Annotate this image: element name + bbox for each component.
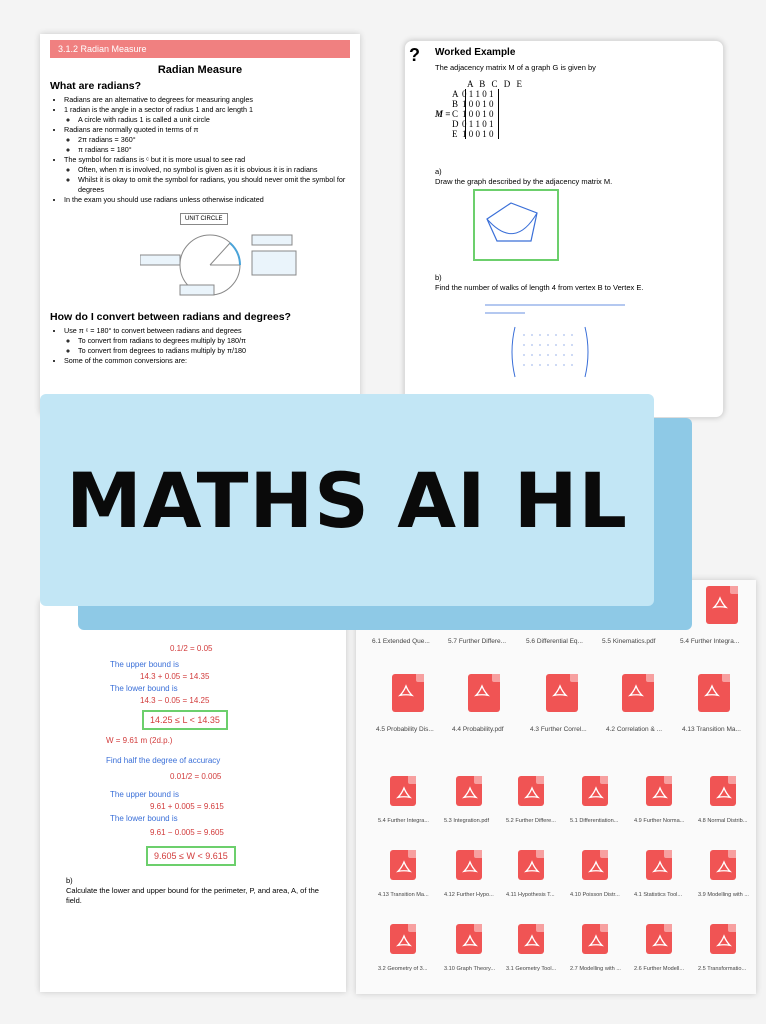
bullet: • In the exam you should use radians unless otherwise indicated: [64, 195, 360, 205]
pdf-file-icon[interactable]: [710, 924, 736, 954]
matrix-row: C 1 0 0 1 0: [452, 109, 494, 119]
pdf-file-icon[interactable]: [390, 776, 416, 806]
worked-example-card: [404, 40, 724, 418]
pdf-file-icon[interactable]: [582, 850, 608, 880]
pdf-file-name[interactable]: 5.5 Kinematics.pdf: [602, 638, 656, 645]
matrix-row: A 0 1 1 0 1: [452, 89, 494, 99]
part-b-label: b): [66, 876, 73, 885]
sub-bullet: ◦ Whilst it is okay to omit the symbol for radians, you should never omit the symbol for degrees: [78, 175, 360, 195]
radian-measure-page: [40, 34, 360, 414]
graph-diagram: [473, 189, 559, 261]
pdf-file-icon[interactable]: [710, 850, 736, 880]
pdf-file-name[interactable]: 3.10 Graph Theory...: [444, 966, 496, 972]
pdf-file-name[interactable]: 5.7 Further Differe...: [448, 638, 507, 645]
bullet: • 1 radian is the angle in a sector of radius 1 and arc length 1: [64, 105, 360, 115]
heading-what-are-radians: What are radians?: [50, 80, 142, 92]
pdf-file-name[interactable]: 4.4 Probability.pdf: [452, 726, 504, 733]
part-b-text: Calculate the lower and upper bound for the perimeter, P, and area, A, of the field.: [66, 886, 319, 905]
convert-bullets: [40, 326, 360, 366]
pdf-file-icon[interactable]: [456, 924, 482, 954]
pdf-file-name[interactable]: 6.1 Extended Que...: [372, 638, 430, 645]
sub-bullet: ◦ π radians = 180°: [78, 145, 360, 155]
sub-bullet: ◦ To convert from radians to degrees multiply by 180/π: [78, 336, 360, 346]
hw-line: W = 9.61 m (2d.p.): [106, 736, 173, 745]
title-banner: [40, 394, 654, 606]
pdf-file-icon[interactable]: [582, 776, 608, 806]
bullet: • The symbol for radians is ᶜ but it is more usual to see rad: [64, 155, 360, 165]
pdf-file-icon[interactable]: [518, 850, 544, 880]
hw-line: The lower bound is: [110, 814, 178, 823]
pdf-file-grid: [356, 580, 756, 994]
pdf-file-name[interactable]: 4.10 Poisson Distr...: [570, 892, 620, 898]
worked-example-intro: The adjacency matrix M of a graph G is given by: [435, 63, 596, 72]
pdf-file-name[interactable]: 2.7 Modelling with ...: [570, 966, 621, 972]
pdf-file-icon[interactable]: [518, 776, 544, 806]
sub-bullet: ◦ A circle with radius 1 is called a unit circle: [78, 115, 360, 125]
pdf-file-icon[interactable]: [646, 924, 672, 954]
bullet: • Radians are normally quoted in terms of π: [64, 125, 360, 135]
hw-line: 9.61 − 0.005 = 9.605: [150, 828, 224, 837]
pdf-file-name[interactable]: 5.4 Further Integra...: [378, 818, 429, 824]
matrix-row: B 1 0 0 1 0: [452, 99, 494, 109]
hw-line: The upper bound is: [110, 790, 179, 799]
pdf-file-icon[interactable]: [456, 850, 482, 880]
matrix-row: E 1 0 0 1 0: [452, 129, 494, 139]
pdf-file-icon[interactable]: [622, 674, 654, 712]
pdf-file-name[interactable]: 3.9 Modelling with ...: [698, 892, 749, 898]
diagram-label: UNIT CIRCLE: [180, 213, 228, 225]
pdf-file-name[interactable]: 4.2 Correlation & ...: [606, 726, 662, 733]
pdf-file-icon[interactable]: [392, 674, 424, 712]
hw-line: The lower bound is: [110, 684, 178, 693]
answer-box: 14.25 ≤ L < 14.35: [142, 710, 228, 730]
pdf-file-name[interactable]: 5.6 Differential Eq...: [526, 638, 583, 645]
pdf-file-name[interactable]: 5.3 Integration.pdf: [444, 818, 490, 824]
hw-line: 9.61 + 0.005 = 9.615: [150, 802, 224, 811]
matrix-col-headers: A B C D E: [467, 79, 525, 89]
pdf-file-name[interactable]: 4.3 Further Correl...: [530, 726, 587, 733]
pdf-file-name[interactable]: 5.2 Further Differe...: [506, 818, 556, 824]
part-a-text: Draw the graph described by the adjacency matrix M.: [435, 177, 613, 186]
pdf-file-name[interactable]: 4.13 Transition Ma...: [682, 726, 741, 733]
banner-title: MATHS AI HL: [66, 455, 628, 545]
bullet: • Some of the common conversions are:: [64, 356, 360, 366]
pdf-file-icon[interactable]: [390, 924, 416, 954]
file-browser: [356, 580, 756, 994]
hw-line: 14.3 − 0.05 = 14.25: [140, 696, 210, 705]
pdf-file-name[interactable]: 4.12 Further Hypo...: [444, 892, 494, 898]
part-b-label: b): [435, 273, 442, 282]
pdf-file-icon[interactable]: [646, 850, 672, 880]
matrix-name: M =: [435, 109, 451, 119]
bounds-solution-page: [40, 600, 346, 992]
sub-bullet: ◦ To convert from degrees to radians multiply by π/180: [78, 346, 360, 356]
section-bar: 3.1.2 Radian Measure: [50, 40, 350, 58]
pdf-file-name[interactable]: 4.13 Transition Ma...: [378, 892, 429, 898]
pdf-file-name[interactable]: 2.5 Transformatio...: [698, 966, 747, 972]
bullet: • Radians are an alternative to degrees for measuring angles: [64, 95, 360, 105]
handwritten-working: [475, 297, 675, 397]
part-a-label: a): [435, 167, 442, 176]
pdf-file-icon[interactable]: [646, 776, 672, 806]
hw-line: The upper bound is: [110, 660, 179, 669]
adjacency-matrix: [435, 79, 524, 139]
pdf-file-icon[interactable]: [390, 850, 416, 880]
pdf-file-name[interactable]: 3.2 Geometry of 3...: [378, 966, 428, 972]
answer-box: 9.605 ≤ W < 9.615: [146, 846, 236, 866]
pdf-file-icon[interactable]: [582, 924, 608, 954]
matrix-row: D 0 1 1 0 1: [452, 119, 494, 129]
pdf-file-name[interactable]: 4.1 Statistics Tool...: [634, 892, 683, 898]
pdf-file-name[interactable]: 2.6 Further Modell...: [634, 966, 685, 972]
part-b-text: Find the number of walks of length 4 from vertex B to Vertex E.: [435, 283, 644, 292]
pdf-file-icon[interactable]: [456, 776, 482, 806]
pdf-file-icon[interactable]: [518, 924, 544, 954]
pdf-file-icon[interactable]: [698, 674, 730, 712]
pdf-file-name[interactable]: 5.1 Differentiation...: [570, 818, 619, 824]
unit-circle-icon: [140, 225, 300, 305]
pdf-file-icon[interactable]: [710, 776, 736, 806]
pdf-file-name[interactable]: 4.5 Probability Dis...: [376, 726, 434, 733]
worked-example-title: Worked Example: [435, 47, 516, 58]
sub-bullet: ◦ Often, when π is involved, no symbol is given as it is obvious it is in radians: [78, 165, 360, 175]
radian-bullets: [40, 95, 360, 205]
hw-line: 0.01/2 = 0.005: [170, 772, 222, 781]
pdf-file-icon[interactable]: [706, 586, 738, 624]
pdf-file-name[interactable]: 4.9 Further Norma...: [634, 818, 685, 824]
heading-convert: How do I convert between radians and degrees?: [50, 311, 291, 323]
sub-bullet: ◦ 2π radians = 360°: [78, 135, 360, 145]
bullet: • Use π ᶜ = 180° to convert between radians and degrees: [64, 326, 360, 336]
pdf-file-icon[interactable]: [468, 674, 500, 712]
page-title: Radian Measure: [157, 64, 243, 76]
hw-line: 14.3 + 0.05 = 14.35: [140, 672, 210, 681]
hw-line: Find half the degree of accuracy: [106, 756, 221, 765]
question-mark-icon: ?: [409, 45, 420, 65]
pdf-file-name[interactable]: 3.1 Geometry Tool...: [506, 966, 557, 972]
pdf-file-name[interactable]: 4.11 Hypothesis T...: [506, 892, 555, 898]
pdf-file-name[interactable]: 4.8 Normal Distrib...: [698, 818, 748, 824]
unit-circle-diagram: [40, 211, 360, 307]
pdf-file-icon[interactable]: [546, 674, 578, 712]
hw-line: 0.1/2 = 0.05: [170, 644, 213, 653]
pdf-file-name[interactable]: 5.4 Further Integra...: [680, 638, 740, 645]
